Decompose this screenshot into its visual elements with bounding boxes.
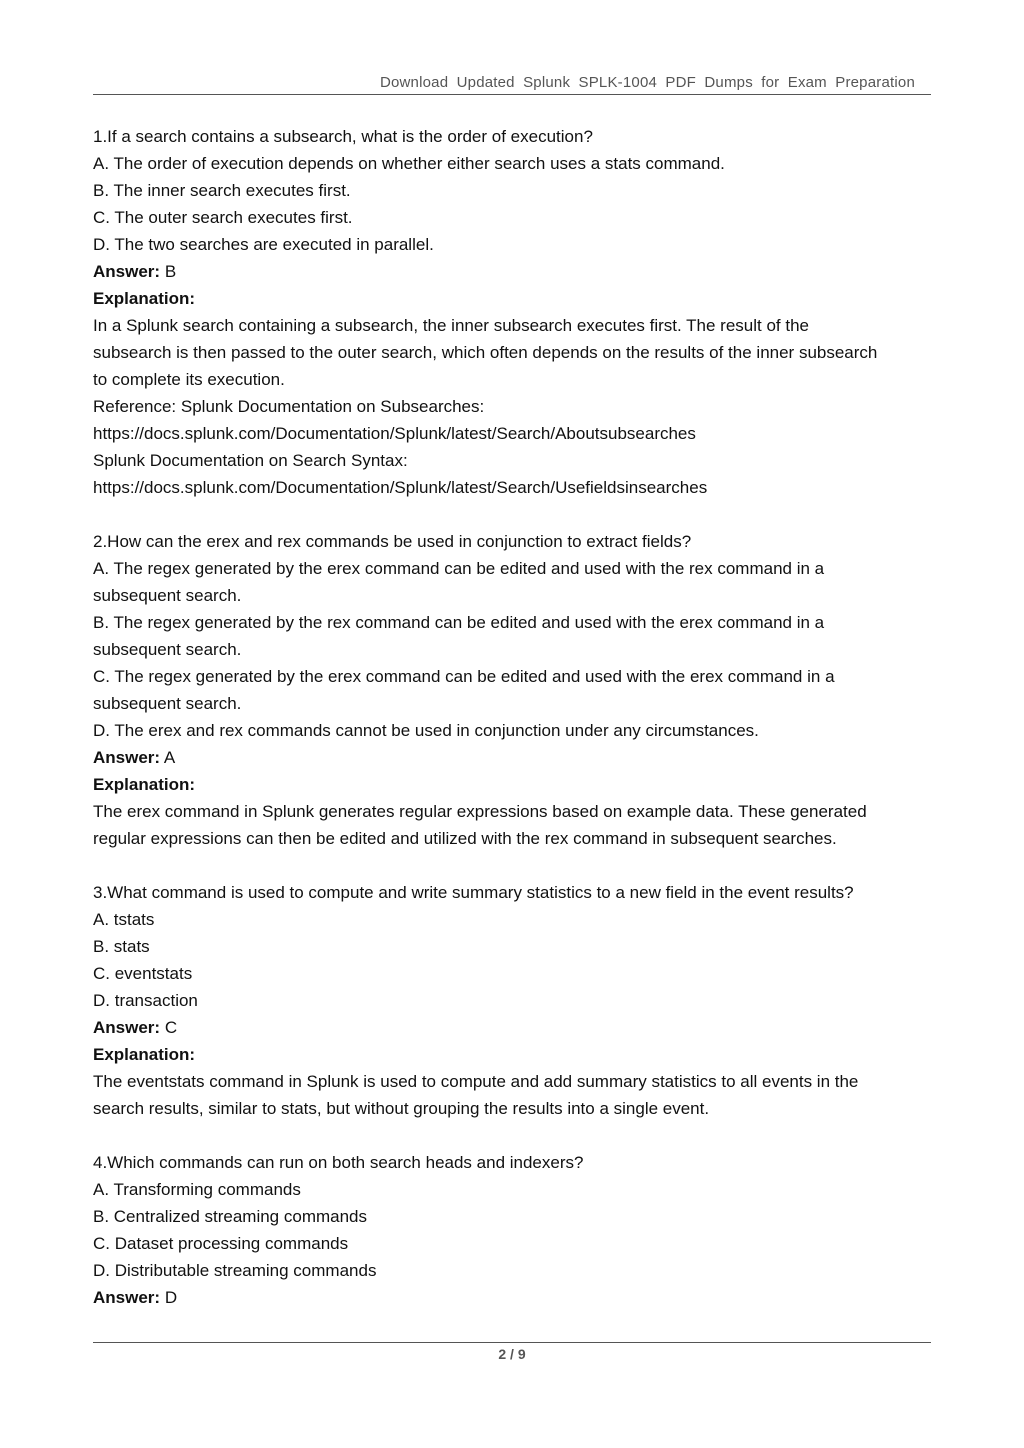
answer-value: D [164,1288,178,1307]
answer-option: A. The regex generated by the erex command can be edited and used with the rex command in a [93,559,825,578]
question-block [93,1149,933,1311]
question-block [93,879,933,1122]
document-body [93,123,933,1311]
reference-text: Splunk Documentation on Search Syntax: [93,451,408,470]
explanation-text: search results, similar to stats, but without grouping the results into a single event. [93,1099,710,1118]
answer-option: B. Centralized streaming commands [93,1207,368,1226]
explanation-label: Explanation: [93,775,196,794]
answer-option: D. The two searches are executed in parallel. [93,235,434,254]
answer-option: D. transaction [93,991,198,1010]
answer-value: A [163,748,176,767]
spacer [93,1122,933,1149]
answer-option: C. The regex generated by the erex command can be edited and used with the erex command in a [93,667,835,686]
answer-value: B [164,262,177,281]
answer-option: B. The regex generated by the rex command can be edited and used with the erex command in a [93,613,825,632]
explanation-label: Explanation: [93,1045,196,1064]
answer-option: A. tstats [93,910,155,929]
reference-url: https://docs.splunk.com/Documentation/Splunk/latest/Search/Usefieldsinsearches [93,478,708,497]
spacer [93,501,933,528]
question-text: 1.If a search contains a subsearch, what is the order of execution? [93,127,593,146]
explanation-text: subsearch is then passed to the outer search, which often depends on the results of the inner subsearch [93,343,878,362]
header-title: Download Updated Splunk SPLK-1004 PDF Dumps for Exam Preparation [379,74,915,91]
spacer [93,852,933,879]
page-header [93,72,931,95]
question-text: 3.What command is used to compute and write summary statistics to a new field in the event results? [93,883,854,902]
question-text: 2.How can the erex and rex commands be used in conjunction to extract fields? [93,532,692,551]
reference-text: Reference: Splunk Documentation on Subsearches: [93,397,485,416]
explanation-label: Explanation: [93,289,196,308]
question-text: 4.Which commands can run on both search heads and indexers? [93,1153,584,1172]
answer-label: Answer: [93,748,161,767]
reference-url: https://docs.splunk.com/Documentation/Splunk/latest/Search/Aboutsubsearches [93,424,696,443]
explanation-text: In a Splunk search containing a subsearch, the inner subsearch executes first. The result of the [93,316,809,335]
question-block [93,123,933,501]
answer-line [93,744,933,771]
answer-value: C [164,1018,178,1037]
answer-line [93,258,933,285]
answer-option: C. The outer search executes first. [93,208,353,227]
answer-option: A. The order of execution depends on whether either search uses a stats command. [93,154,725,173]
answer-option: subsequent search. [93,586,242,605]
answer-option: C. eventstats [93,964,193,983]
answer-option: C. Dataset processing commands [93,1234,349,1253]
explanation-text: to complete its execution. [93,370,285,389]
question-block [93,528,933,852]
explanation-text: regular expressions can then be edited and utilized with the rex command in subsequent searches. [93,829,837,848]
explanation-text: The erex command in Splunk generates regular expressions based on example data. These generated [93,802,867,821]
footer-divider [93,1342,931,1343]
answer-option: A. Transforming commands [93,1180,301,1199]
answer-line [93,1284,933,1311]
answer-option: B. The inner search executes first. [93,181,351,200]
answer-option: D. The erex and rex commands cannot be used in conjunction under any circumstances. [93,721,759,740]
answer-label: Answer: [93,1288,161,1307]
answer-label: Answer: [93,1018,161,1037]
answer-option: D. Distributable streaming commands [93,1261,377,1280]
answer-option: subsequent search. [93,640,242,659]
explanation-text: The eventstats command in Splunk is used to compute and add summary statistics to all events in the [93,1072,859,1091]
answer-option: B. stats [93,937,150,956]
answer-option: subsequent search. [93,694,242,713]
page-number: 2 / 9 [498,1346,526,1362]
answer-label: Answer: [93,262,161,281]
answer-line [93,1014,933,1041]
